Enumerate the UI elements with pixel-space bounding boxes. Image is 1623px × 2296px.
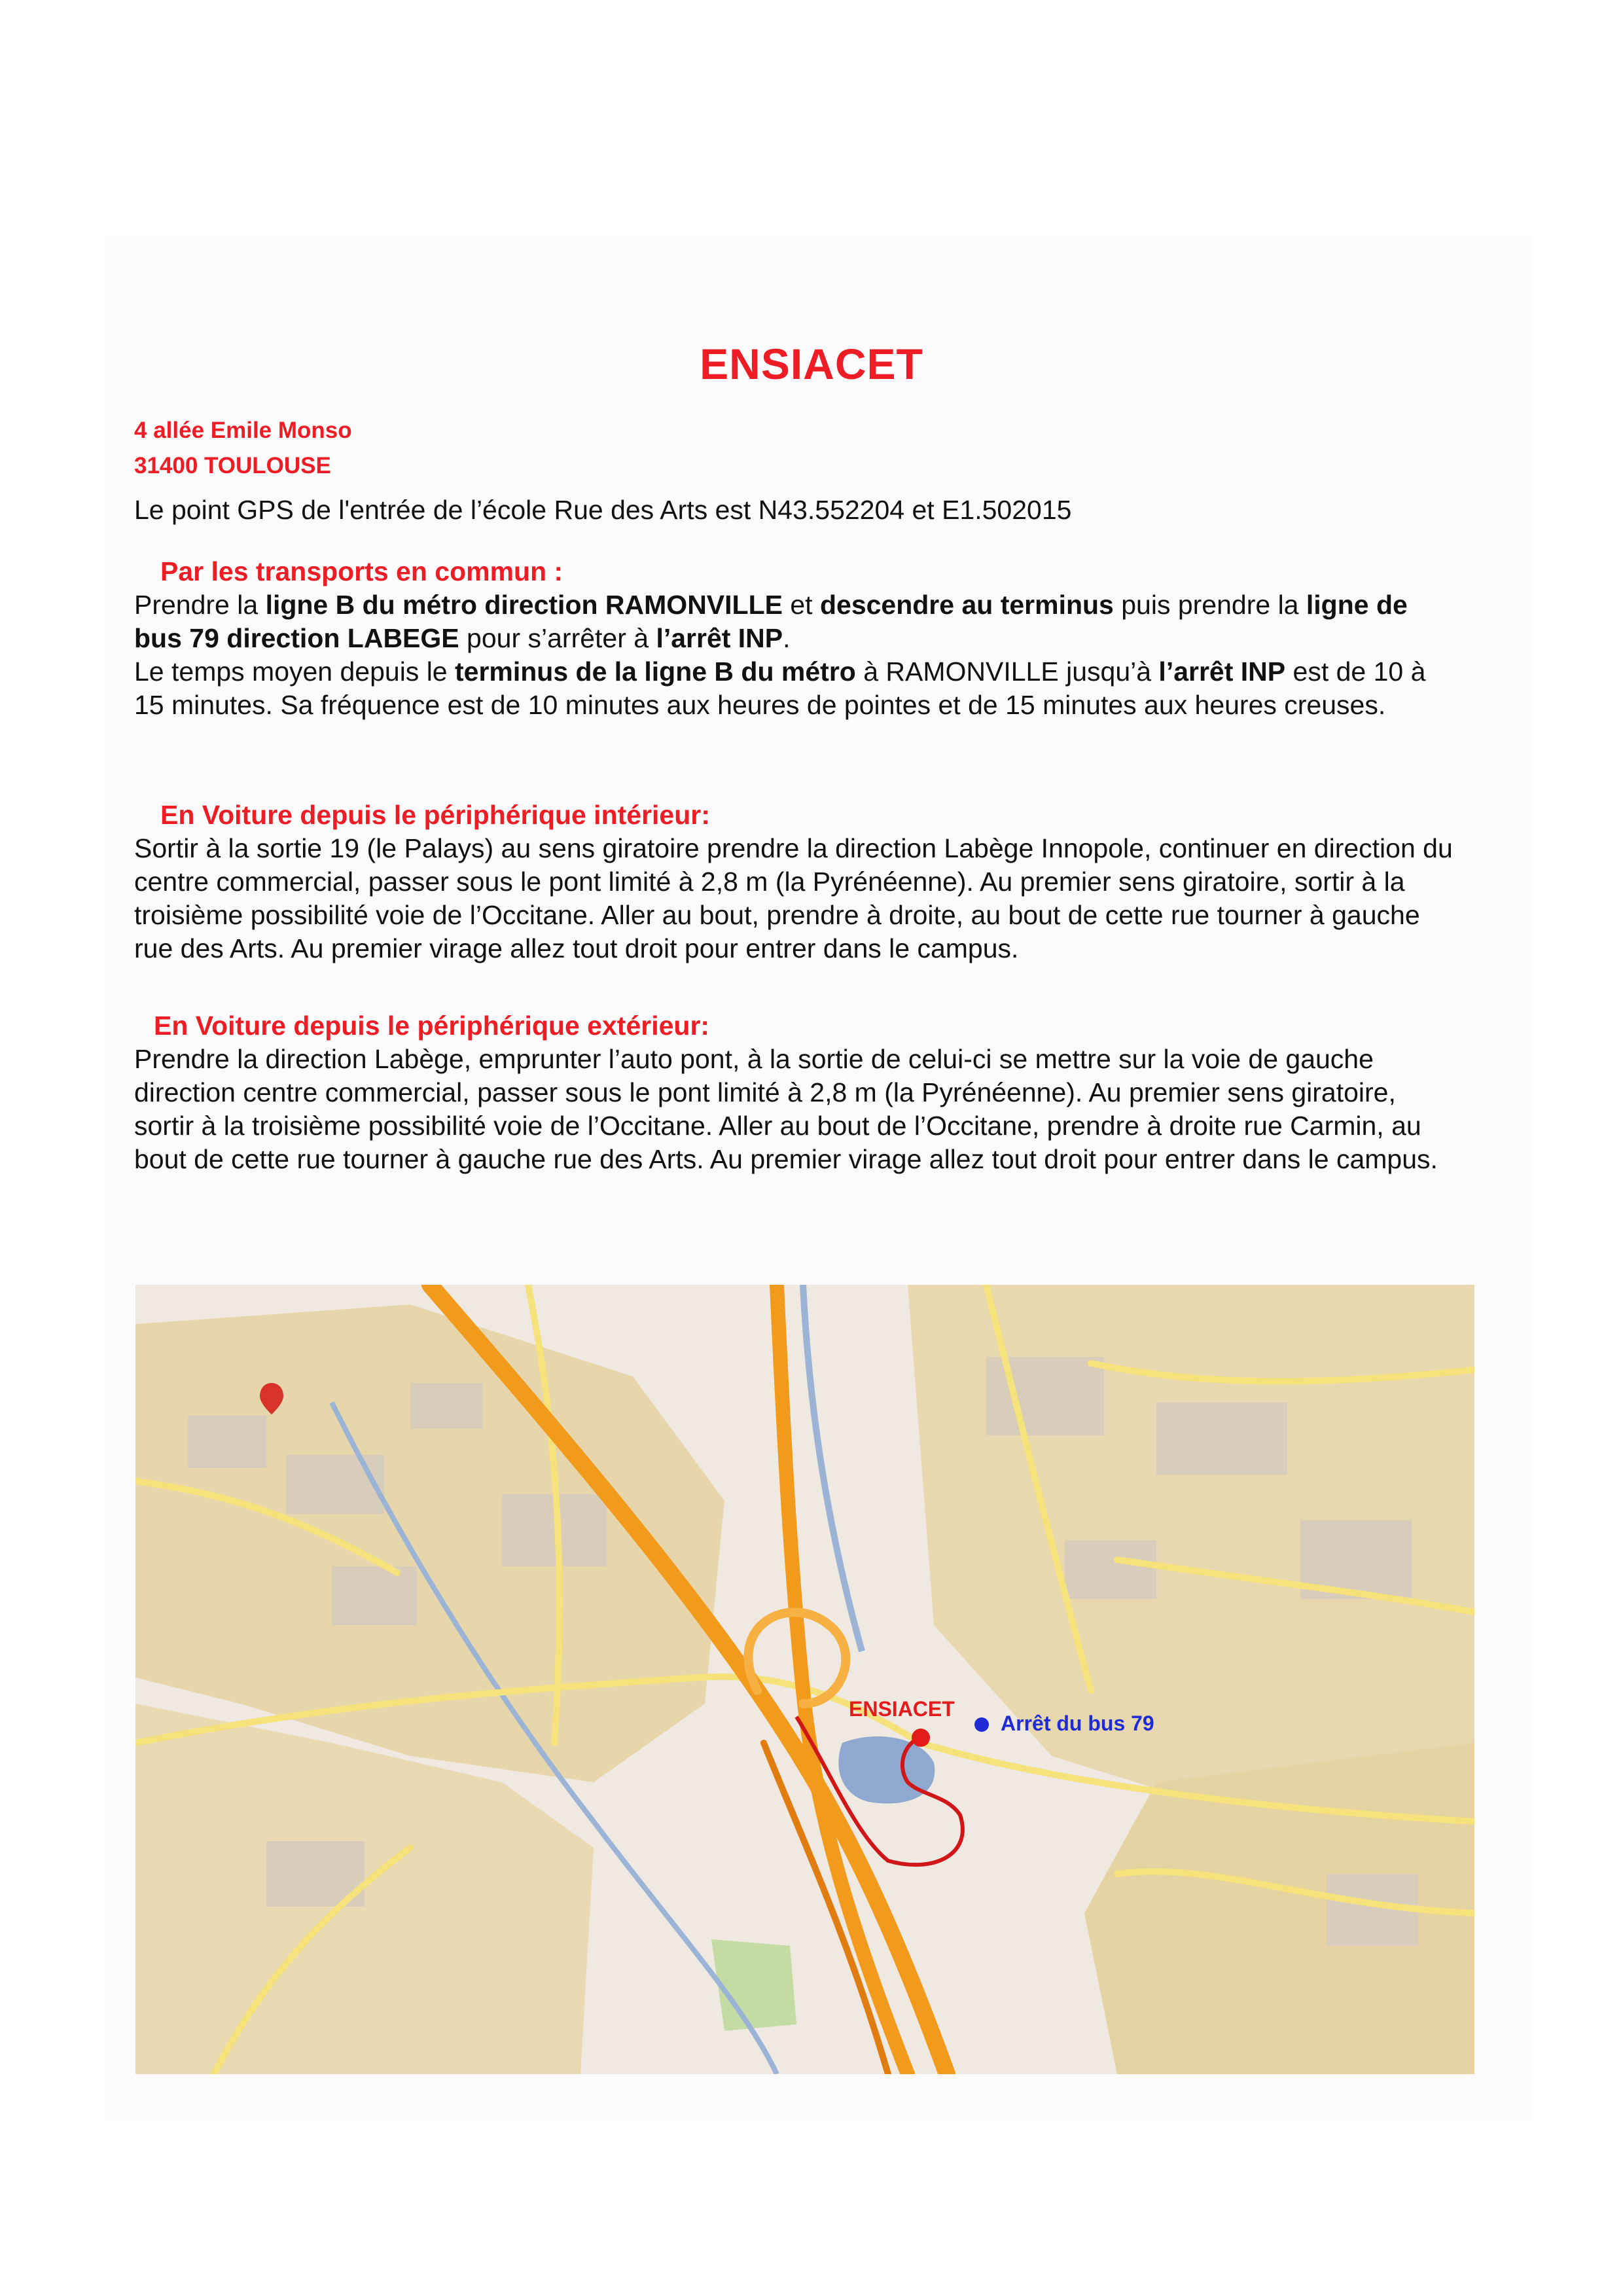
tp1-run-2: et bbox=[782, 590, 820, 620]
page-title: ENSIACET bbox=[700, 340, 923, 388]
section-car-inner-ring bbox=[134, 800, 1463, 965]
car-outer-paragraph: Prendre la direction Labège, emprunter l’auto pont, à la sortie de celui-ci se mettre sur la voie de gauche direction centre commercial, passer sous le pont limité à 2,8 m (la Pyrénéenne). Au premier sens giratoire, sortir à la troisième possibilité voie de l’Occitane. Aller au bout de l’Occitane, prendre à droite rue Carmin, au bout de cette rue tourner à gauche rue des Arts. Au premier virage allez tout droit pour entrer dans le campus. bbox=[134, 1044, 1438, 1174]
address-city: 31400 TOULOUSE bbox=[134, 453, 331, 478]
tp1-run-6: pour s’arrêter à bbox=[459, 623, 656, 653]
school-marker bbox=[912, 1729, 930, 1747]
section-car-outer-ring bbox=[134, 1011, 1463, 1176]
tp1-run-8: . bbox=[783, 623, 791, 653]
green-park bbox=[711, 1939, 796, 2031]
tp2-run-2: à RAMONVILLE jusqu’à bbox=[855, 656, 1159, 687]
car-inner-heading: En Voiture depuis le périphérique intérieur: bbox=[160, 800, 710, 830]
section-public-transport bbox=[134, 556, 1463, 722]
tp1-run-0: Prendre la bbox=[134, 590, 266, 620]
tp1-run-4: puis prendre la bbox=[1113, 590, 1306, 620]
bus-stop-marker bbox=[974, 1717, 989, 1732]
tp1-run-1: ligne B du métro direction RAMONVILLE bbox=[265, 590, 783, 620]
tp2-run-1: terminus de la ligne B du métro bbox=[455, 656, 856, 687]
tp1-run-5: ligne de bus 79 direction LABEGE bbox=[134, 590, 1408, 653]
school-map-label: ENSIACET bbox=[849, 1697, 955, 1721]
location-map bbox=[135, 1285, 1474, 2074]
transport-heading: Par les transports en commun : bbox=[160, 556, 563, 586]
transport-paragraph-2 bbox=[134, 655, 1463, 722]
transport-paragraph-1 bbox=[134, 588, 1463, 655]
tp1-run-7: l’arrêt INP bbox=[656, 623, 783, 653]
tp1-run-3: descendre au terminus bbox=[819, 590, 1114, 620]
bus-stop-map-label: Arrêt du bus 79 bbox=[1001, 1712, 1154, 1735]
car-inner-paragraph: Sortir à la sortie 19 (le Palays) au sens giratoire prendre la direction Labège Innopole, continuer en direction du centre commercial, passer sous le pont limité à 2,8 m (la Pyrénéenne). Au premier sens giratoire, sortir à la troisième possibilité voie de l’Occitane. Aller au bout, prendre à droite, au bout de cette rue tourner à gauche rue des Arts. Au premier virage allez tout droit pour entrer dans le campus. bbox=[134, 833, 1453, 963]
tp2-run-4: est de 10 à 15 minutes. Sa fréquence est de 10 minutes aux heures de pointes et de 15 minutes aux heures creuses. bbox=[134, 656, 1426, 720]
map-drawing bbox=[135, 1285, 1474, 2074]
gps-coordinates: Le point GPS de l'entrée de l’école Rue des Arts est N43.552204 et E1.502015 bbox=[134, 495, 1072, 525]
address-street: 4 allée Emile Monso bbox=[134, 418, 352, 443]
tp2-run-0: Le temps moyen depuis le bbox=[134, 656, 455, 687]
tp2-run-3: l’arrêt INP bbox=[1158, 656, 1286, 687]
car-outer-heading: En Voiture depuis le périphérique extérieur: bbox=[154, 1011, 710, 1041]
